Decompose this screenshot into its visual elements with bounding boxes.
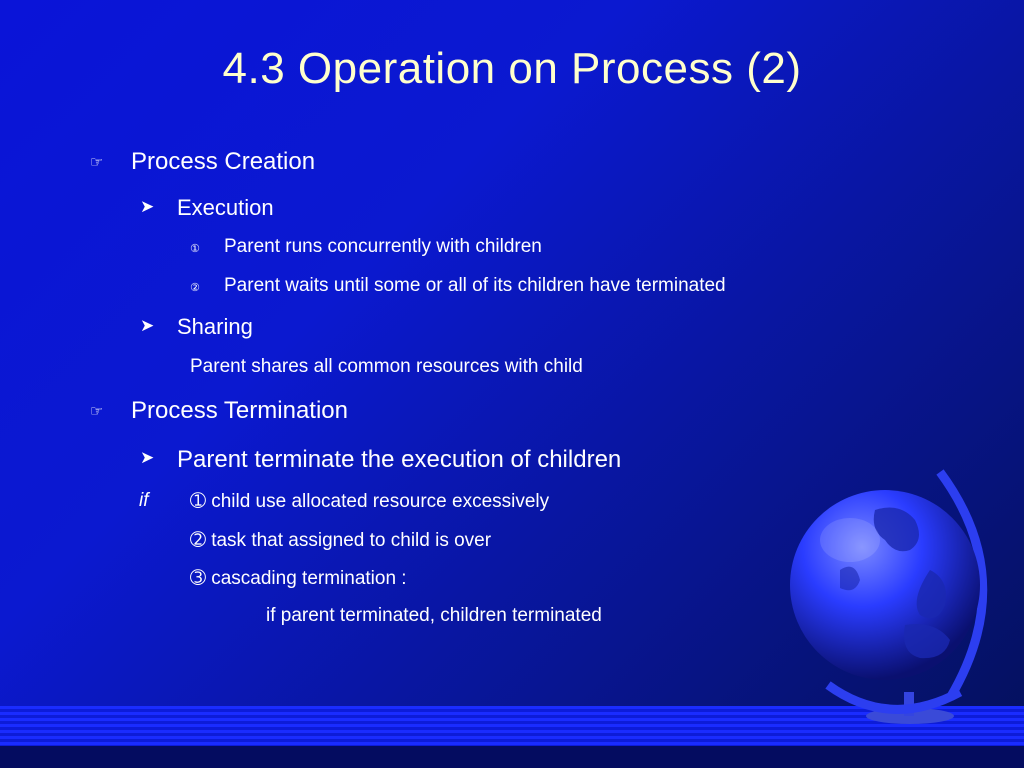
circled-one-marker: ① bbox=[190, 242, 200, 255]
arrowhead-icon: ➤ bbox=[140, 448, 155, 468]
heading-process-creation: Process Creation bbox=[131, 148, 316, 175]
sharing-text: Parent shares all common resources with child bbox=[190, 356, 583, 377]
condition-2 bbox=[190, 529, 491, 552]
pointing-hand-icon: ☞ bbox=[90, 402, 104, 420]
condition-3-marker: ➂ bbox=[190, 568, 206, 589]
condition-1-text: child use allocated resource excessively bbox=[211, 491, 550, 512]
slide-title: 4.3 Operation on Process (2) bbox=[222, 44, 802, 93]
cascade-note: if parent terminated, children terminated bbox=[266, 605, 602, 626]
subheading-parent-terminate: Parent terminate the execution of children bbox=[177, 446, 622, 473]
condition-3-text: cascading termination : bbox=[211, 568, 407, 589]
condition-2-marker: ➁ bbox=[190, 530, 206, 551]
if-label: if bbox=[139, 490, 149, 511]
condition-2-text: task that assigned to child is over bbox=[211, 530, 492, 551]
condition-1-marker: ➀ bbox=[190, 491, 206, 512]
execution-item-2: Parent waits until some or all of its children have terminated bbox=[224, 275, 726, 296]
subheading-sharing: Sharing bbox=[177, 314, 253, 339]
arrowhead-icon: ➤ bbox=[140, 316, 155, 336]
condition-3 bbox=[190, 567, 407, 590]
heading-process-termination: Process Termination bbox=[131, 397, 348, 424]
globe-icon bbox=[780, 460, 1020, 750]
condition-1 bbox=[190, 490, 549, 513]
subheading-execution: Execution bbox=[177, 195, 274, 220]
arrowhead-icon: ➤ bbox=[140, 197, 155, 217]
circled-two-marker: ② bbox=[190, 281, 200, 294]
pointing-hand-icon: ☞ bbox=[90, 153, 104, 171]
execution-item-1: Parent runs concurrently with children bbox=[224, 236, 542, 257]
